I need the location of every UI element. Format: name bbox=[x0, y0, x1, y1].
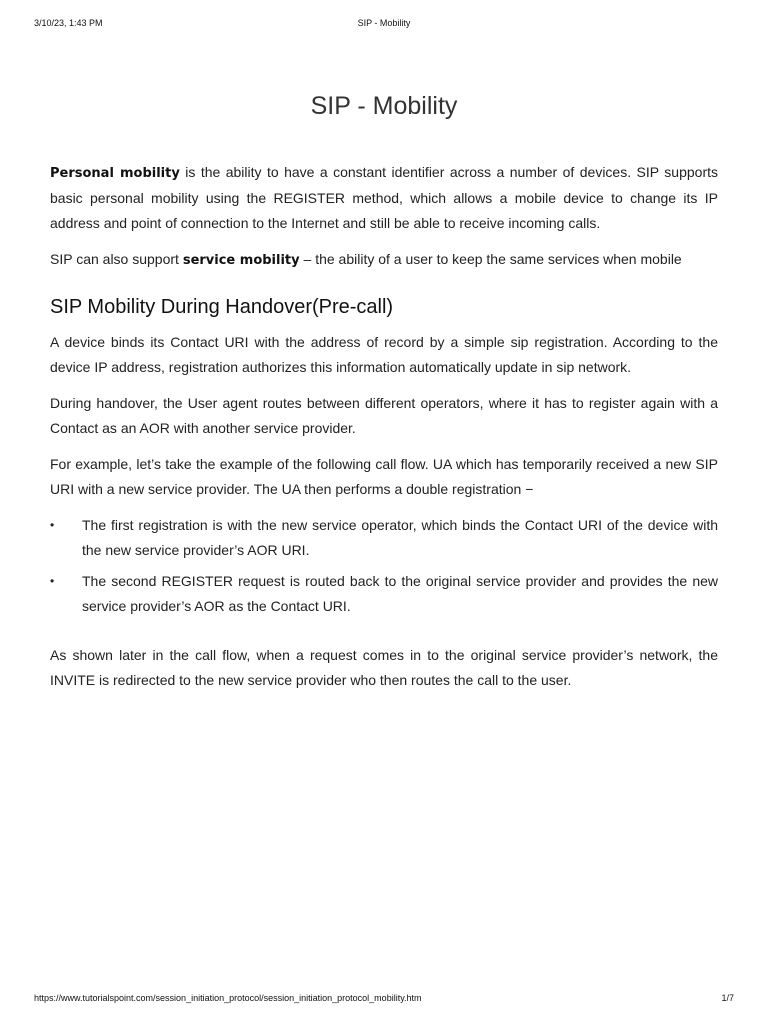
bullet-dot-icon: • bbox=[50, 574, 55, 588]
print-header bbox=[34, 18, 734, 32]
registration-bullet-list bbox=[50, 513, 718, 619]
service-mobility-term: service mobility bbox=[182, 253, 300, 268]
list-item-text: The first registration is with the new service operator, which binds the Contact URI of the device with the new service provider’s AOR URI. bbox=[82, 517, 718, 558]
section-paragraph-3: For example, let’s take the example of the following call flow. UA which has temporarily received a new SIP URI with a new service provider. The UA then performs a double registration − bbox=[50, 456, 718, 497]
page-title: SIP - Mobility bbox=[310, 92, 458, 120]
print-footer bbox=[34, 993, 734, 1007]
print-doc-title: SIP - Mobility bbox=[357, 18, 411, 28]
bullet-dot-icon: • bbox=[50, 518, 55, 532]
print-page-count: 1/7 bbox=[721, 993, 734, 1003]
section-heading: SIP Mobility During Handover(Pre-call) bbox=[50, 296, 394, 318]
personal-mobility-term: Personal mobility bbox=[50, 166, 180, 181]
list-item-text: The second REGISTER request is routed back to the original service provider and provides the new service provider’s AOR as the Contact URI. bbox=[82, 573, 718, 614]
section-paragraph-2: During handover, the User agent routes between different operators, where it has to register again with a Contact as an AOR with another service provider. bbox=[50, 395, 718, 436]
service-mobility-prefix: SIP can also support bbox=[50, 251, 183, 267]
print-source-url: https://www.tutorialspoint.com/session_initiation_protocol/session_initiation_protocol_mobility.htm bbox=[34, 993, 422, 1003]
intro-paragraph-service-mobility bbox=[50, 247, 718, 273]
closing-paragraph: As shown later in the call flow, when a request comes in to the original service provider’s network, the INVITE is redirected to the new service provider who then routes the call to the user. bbox=[50, 647, 718, 688]
service-mobility-suffix: – the ability of a user to keep the same services when mobile bbox=[299, 251, 682, 267]
personal-mobility-text: is the ability to have a constant identifier across a number of devices. SIP supports basic personal mobility using the REGISTER method, which allows a mobile device to change its IP address and point of connection to the Internet and still be able to receive incoming calls. bbox=[50, 164, 718, 231]
list-item bbox=[50, 569, 718, 619]
intro-paragraph-personal-mobility bbox=[50, 160, 718, 236]
spacer bbox=[50, 625, 718, 643]
section-paragraph-1: A device binds its Contact URI with the address of record by a simple sip registration. According to the device IP address, registration authorizes this information automatically update in sip network. bbox=[50, 334, 718, 375]
list-item bbox=[50, 513, 718, 563]
article-content bbox=[50, 88, 718, 704]
print-datetime: 3/10/23, 1:43 PM bbox=[34, 18, 103, 28]
